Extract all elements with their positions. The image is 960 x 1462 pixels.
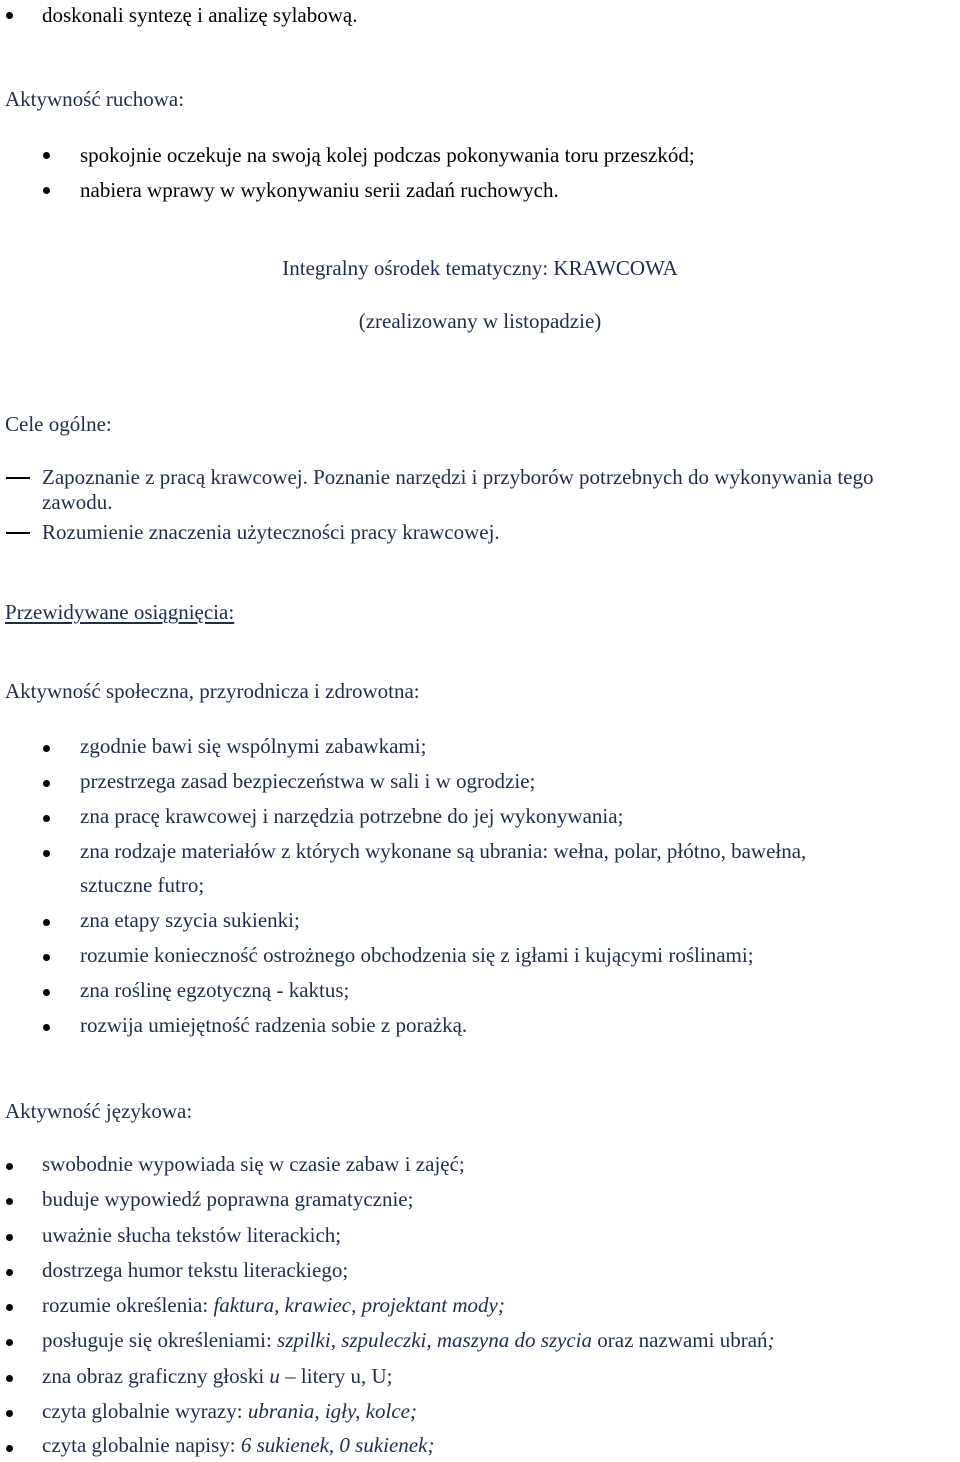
list-item: przestrzega zasad bezpieczeństwa w sali i w ogrodzie; [80, 769, 536, 793]
bullet [43, 152, 50, 159]
topic-title: Integralny ośrodek tematyczny: KRAWCOWA [282, 256, 678, 280]
list-item [42, 1293, 505, 1318]
list-item: nabiera wprawy w wykonywaniu serii zadań ruchowych. [80, 178, 559, 202]
list-item: doskonali syntezę i analizę sylabową. [42, 3, 358, 27]
bullet [6, 1234, 13, 1241]
bullet [6, 1269, 13, 1276]
list-item: zna pracę krawcowej i narzędzia potrzebne do jej wykonywania; [80, 804, 624, 828]
list-item: zgodnie bawi się wspólnymi zabawkami; [80, 734, 427, 758]
bullet [6, 1304, 13, 1311]
bullet [43, 919, 50, 926]
list-item: rozwija umiejętność radzenia sobie z porażką. [80, 1013, 468, 1037]
bullet [43, 815, 50, 822]
bullet [43, 187, 50, 194]
list-item [42, 1399, 417, 1424]
bullet [43, 954, 50, 961]
section-heading-achievements: Przewidywane osiągnięcia: [5, 600, 235, 624]
list-item-continuation: sztuczne futro; [80, 873, 205, 897]
list-item: uważnie słucha tekstów literackich; [42, 1223, 342, 1247]
item-italic: ubrania, igły, kolce; [247, 1399, 417, 1423]
item-italic: 6 sukienek, 0 sukienek; [240, 1433, 435, 1457]
list-item: spokojnie oczekuje na swoją kolej podczas pokonywania toru przeszkód; [80, 143, 695, 167]
list-item: zna rodzaje materiałów z których wykonane są ubrania: wełna, polar, płótno, bawełna, [80, 839, 807, 863]
bullet [43, 745, 50, 752]
bullet [6, 1339, 13, 1346]
bullet [43, 1024, 50, 1031]
bullet [6, 12, 13, 19]
dash-bullet [6, 477, 30, 479]
item-text: czyta globalnie wyrazy: [42, 1399, 248, 1423]
list-item-continuation: zawodu. [42, 490, 113, 514]
bullet [43, 780, 50, 787]
bullet [6, 1410, 13, 1417]
section-heading-spoleczna: Aktywność społeczna, przyrodnicza i zdrowotna: [5, 679, 420, 703]
section-heading-jezykowa: Aktywność językowa: [5, 1099, 193, 1123]
list-item: buduje wypowiedź poprawna gramatycznie; [42, 1187, 414, 1211]
list-item: Zapoznanie z pracą krawcowej. Poznanie narzędzi i przyborów potrzebnych do wykonywania tego [42, 465, 874, 489]
list-item: dostrzega humor tekstu literackiego; [42, 1258, 349, 1282]
bullet [6, 1445, 13, 1452]
bullet [6, 1163, 13, 1170]
list-item [42, 1364, 392, 1389]
item-text-post: oraz nazwami ubrań [592, 1328, 768, 1352]
item-text: posługuje się określeniami: [42, 1328, 278, 1352]
bullet [43, 850, 50, 857]
bullet [6, 1198, 13, 1205]
item-italic-end: ; [767, 1328, 775, 1352]
section-heading-ruchowa: Aktywność ruchowa: [5, 87, 185, 111]
dash-bullet [6, 532, 30, 534]
item-italic: szpilki, szpuleczki, maszyna do szycia [277, 1328, 593, 1352]
topic-subtitle: (zrealizowany w listopadzie) [358, 309, 602, 333]
item-italic: faktura, krawiec, projektant mody; [213, 1293, 505, 1317]
list-item [42, 1433, 434, 1458]
list-item [42, 1328, 775, 1353]
bullet [43, 989, 50, 996]
item-text: czyta globalnie napisy: [42, 1433, 241, 1457]
item-italic: u [269, 1364, 280, 1388]
section-heading-goals: Cele ogólne: [5, 412, 112, 436]
item-text: zna obraz graficzny głoski [42, 1364, 270, 1388]
item-text-post: – litery u, U; [279, 1364, 393, 1388]
list-item: zna etapy szycia sukienki; [80, 908, 300, 932]
item-text: rozumie określenia: [42, 1293, 214, 1317]
list-item: zna roślinę egzotyczną - kaktus; [80, 978, 350, 1002]
bullet [6, 1375, 13, 1382]
list-item: rozumie konieczność ostrożnego obchodzenia się z igłami i kującymi roślinami; [80, 943, 754, 967]
list-item: swobodnie wypowiada się w czasie zabaw i zajęć; [42, 1152, 465, 1176]
list-item: Rozumienie znaczenia użyteczności pracy krawcowej. [42, 520, 500, 544]
